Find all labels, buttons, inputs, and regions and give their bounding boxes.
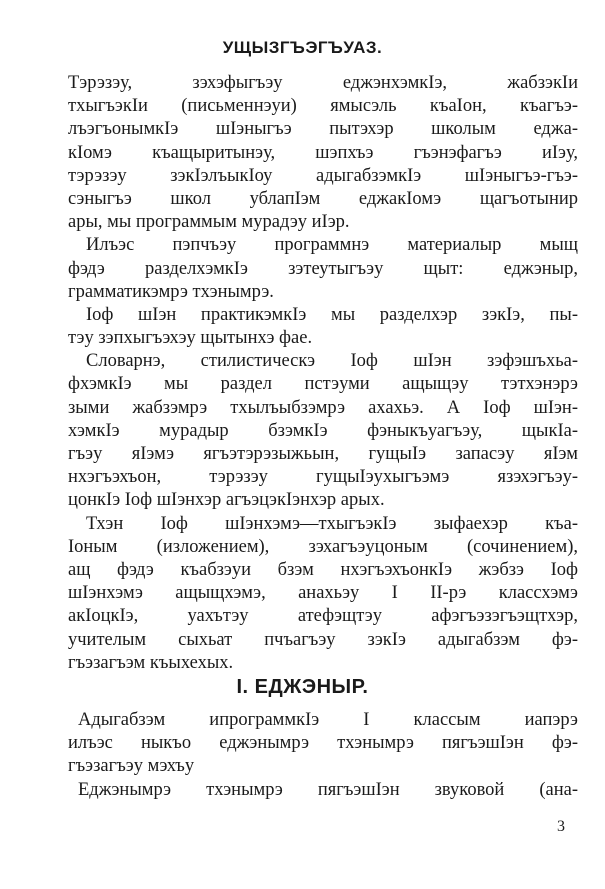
text-line: фэдэ разделхэмкIэ зэтеутыгъэу щыт: еджэныр, [68,258,578,279]
text-line: фхэмкIэ мы раздел пстэуми ащыщэу тэтхэнэрэ [68,374,578,395]
text-line: Адыгабзэм ипрограммкIэ I классым иапэрэ [78,710,578,730]
text-line: тэу зэпхыгъэхэу щытынхэ фае. [68,328,313,349]
text-line: нхэгъэхъон, тэрэзэу гущыIэухыгъэмэ язэхэгъэу- [68,467,578,488]
text-line: гъэзагъэм къыхехых. [68,652,234,673]
text-line: грамматикэмрэ тхэнымрэ. [68,281,274,302]
text-line: гъэу яIэмэ ягъэтэрэзыжьын, гущыIэ запасэу яIэм [68,444,578,464]
text-line: кIомэ къащыритынэу, шэпхъэ гъэнэфагъэ иIэу, [68,142,578,163]
text-line: Iоным (изложением), зэхагъэуцоным (сочинением), [68,536,578,557]
section-body-text [68,709,578,802]
text-line: Словарнэ, стилистическэ Iоф шIэн зэфэшъхьа- [86,351,578,372]
text-line: цонкIэ Iоф шIэнхэр агъэцэкIэнхэр арых. [68,490,385,511]
text-line: сэныгъэ школ ублапIэм еджакIомэ щагъотынир [68,188,578,209]
text-line: Тхэн Iоф шIэнхэмэ—тхыгъэкIэ зыфаехэр къа- [86,513,578,534]
body-text [68,72,578,675]
text-line: гъэзагъэу мэхъу [68,756,195,777]
section-title: УЩЫЗГЪЭГЪУАЗ. [222,38,383,57]
text-line: ары, мы программым мурадэу иIэр. [68,212,350,233]
text-line: Еджэнымрэ тхэнымрэ пягъэшIэн звуковой (ана- [78,779,578,800]
text-line: Iоф шIэн практикэмкIэ мы разделхэр зэкIэ, пы- [86,304,578,325]
text-line: Илъэс пэпчъэу программнэ материалыр мыщ [86,235,578,256]
text-line: лъэгъонымкIэ шIэныгъэ пытэхэр школым еджа- [68,119,578,140]
text-line: тэрэзэу зэкIэлъыкIоу адыгабзэмкIэ шIэныгъэ-гъэ- [68,165,578,186]
text-line: учителым сыхьат пчъагъэу зэкIэ адыгабзэм фэ- [68,629,578,650]
page-number: 3 [557,818,565,835]
text-line: хэмкIэ мурадыр бзэмкIэ фэныкъуагъэу, щыкIа- [68,420,578,441]
chapter-heading: I. ЕДЖЭНЫР. [236,676,369,698]
text-line: илъэс ныкъо еджэнымрэ тхэнымрэ пягъэшIэн фэ- [68,733,578,754]
text-line: тхыгъэкIи (письменнэуи) ямысэль къаIон, къагъэ- [68,96,578,117]
text-line: шIэнхэмэ ащыщхэмэ, анахьэу I II-рэ классхэмэ [68,583,578,604]
text-line: Тэрэзэу, зэхэфыгъэу еджэнхэмкIэ, жабзэкIи [68,73,578,93]
text-line: зыми жабзэмрэ тхылъыбзэмрэ ахахьэ. А Iоф шIэн- [68,397,578,418]
text-line: ащ фэдэ къабзэуи бзэм нхэгъэхъонкIэ жэбзэ Iоф [68,559,578,580]
text-line: акIоцкIэ, уахътэу атефэщтэу афэгъэзэгъэщтхэр, [68,606,578,627]
